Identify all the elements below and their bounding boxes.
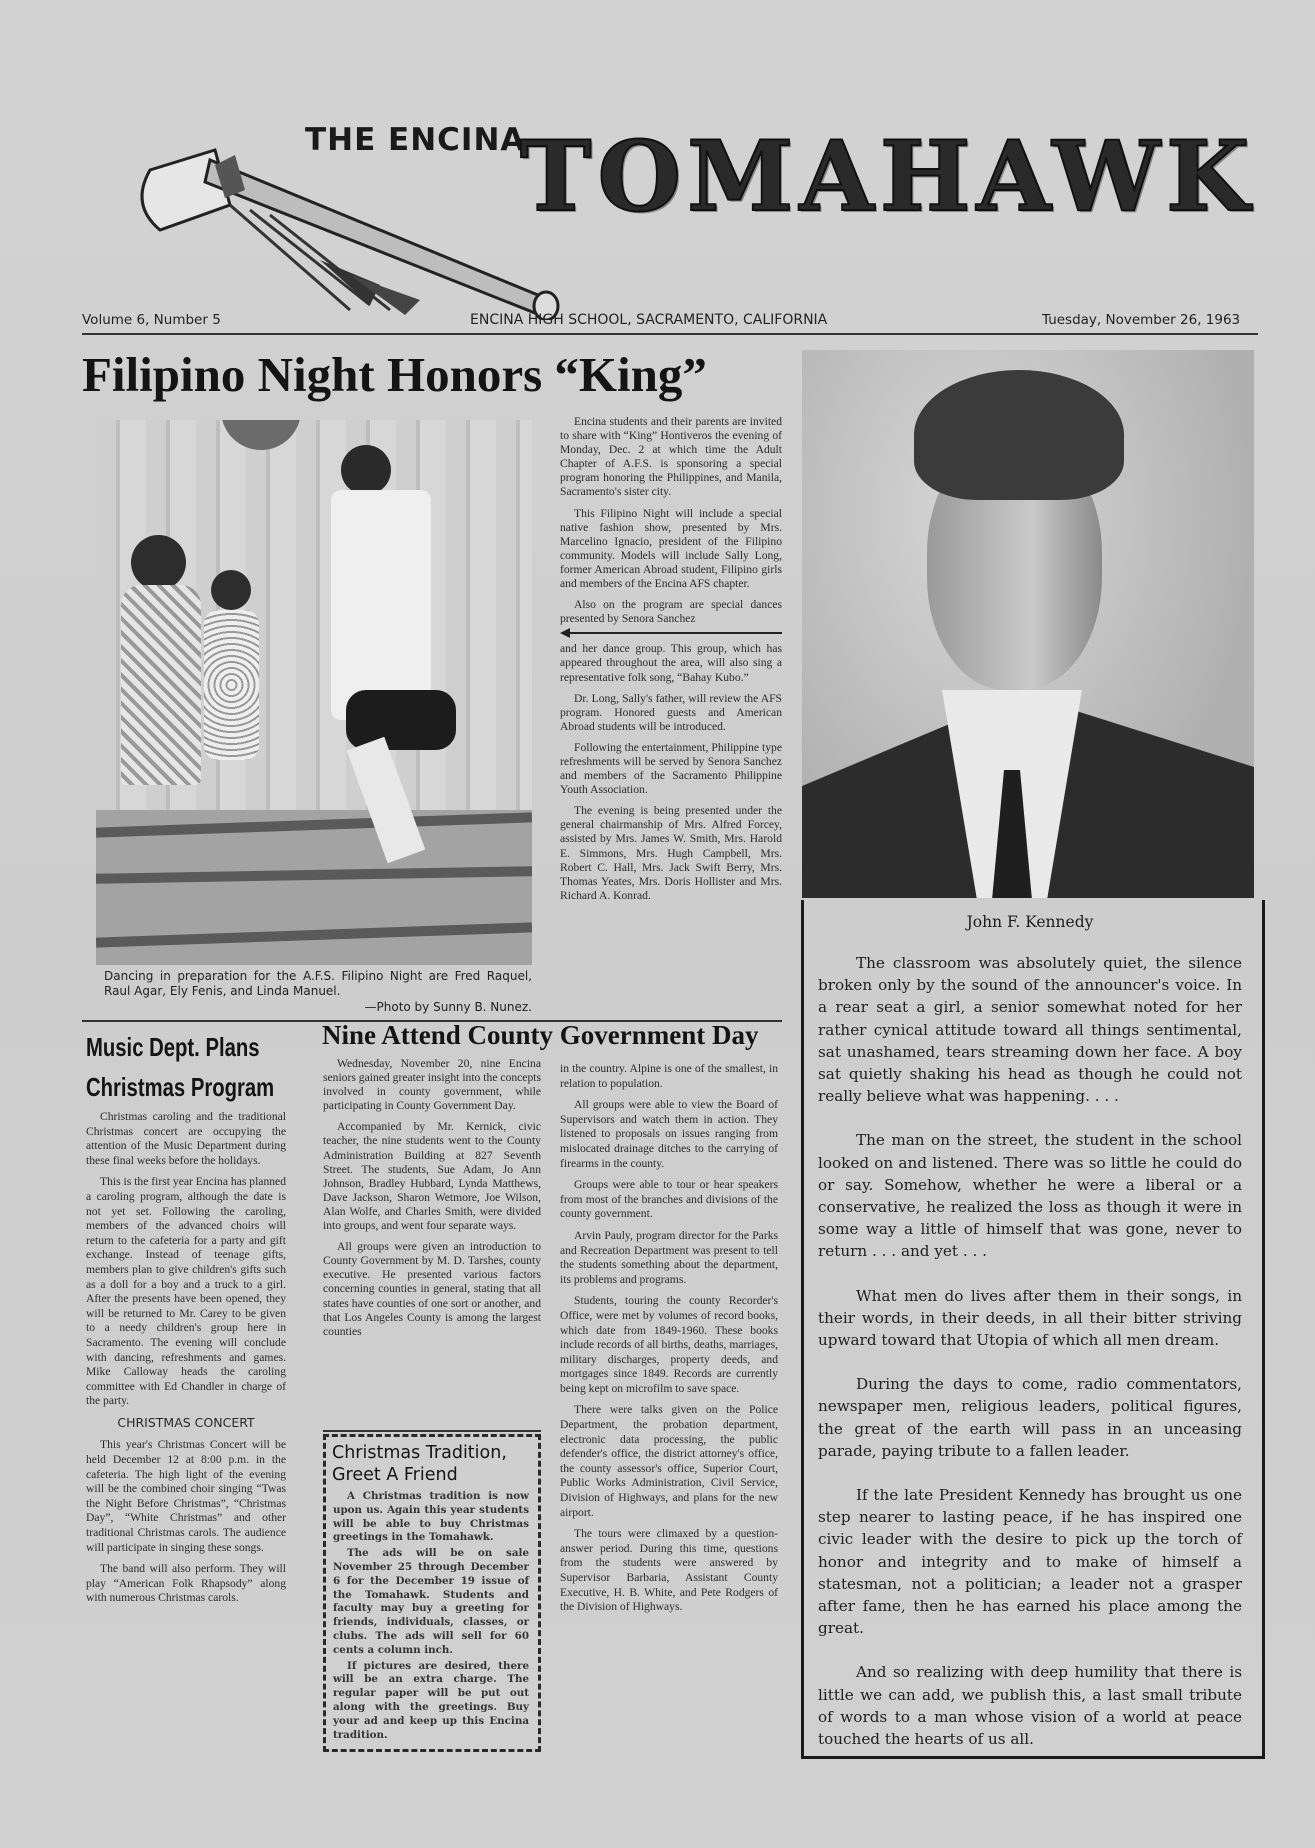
paragraph: This Filipino Night will include a special native fashion show, presented by Mrs. Marcelino Ignacio, president of the Filipino community. Models will include Sally Long, former American Abroad student, Filipino girls and members of the Encina AFS chapter.: [560, 506, 782, 591]
masthead-rule: [82, 333, 1258, 335]
paragraph: Arvin Pauly, program director for the Parks and Recreation Department was present to tell the students something about the department, its problems and programs.: [560, 1228, 778, 1286]
paragraph: There were talks given on the Police Department, the probation department, electronic data processing, the public defender's office, the district attorney's office, the county assessor's office, Superior Court, Public Works Administration, Civil Service, Division of Highways, and plans for the new airport.: [560, 1403, 778, 1519]
greeting-body: [333, 1490, 529, 1744]
filipino-article-body: [560, 415, 782, 910]
dancing-photo: [96, 420, 532, 965]
paragraph: in the country. Alpine is one of the smallest, in relation to population.: [560, 1062, 778, 1090]
paragraph: and her dance group. This group, which has appeared throughout the area, will also sing a representative folk song, “Bahay Kubo.”: [560, 642, 782, 684]
school-name: ENCINA HIGH SCHOOL, SACRAMENTO, CALIFORNIA: [470, 312, 828, 328]
photo-credit: —Photo by Sunny B. Nunez.: [364, 1000, 532, 1014]
paragraph: Following the entertainment, Philippine type refreshments will be served by Senora Sanchez and members of the Sacramento Philippine Youth Association.: [560, 740, 782, 797]
paragraph: Wednesday, November 20, nine Encina seniors gained greater insight into the concepts involved in county government, while participating in County Government Day.: [323, 1057, 541, 1113]
paragraph: The band will also perform. They will play “American Folk Rhapsody” along with numerous Christmas carols.: [86, 1562, 286, 1605]
music-headline-line1: Music Dept. Plans: [86, 1032, 260, 1062]
county-headline: Nine Attend County Government Day: [322, 1020, 759, 1050]
masthead-the-encina: THE ENCINA: [305, 122, 526, 158]
continuation-arrow-icon: [560, 628, 782, 638]
paragraph: Also on the program are special dances presented by Senora Sanchez: [560, 598, 782, 626]
paragraph: What men do lives after them in their songs, in their words, in their deeds, in all their bitter striving upward toward that Utopia of which all men dream.: [818, 1286, 1242, 1350]
box-top-rule: [323, 1430, 541, 1432]
paragraph: Dr. Long, Sally's father, will review the AFS program. Honored guests and American Abroad students will be introduced.: [560, 691, 782, 733]
paragraph: Students, touring the county Recorder's Office, were met by volumes of record books, which date from 1849-1960. These books include records of all births, deaths, marriages, military discharges, property deeds, and mortgages since 1849. Records are currently being kept on microfilm to save space.: [560, 1294, 778, 1395]
kennedy-portrait: [802, 350, 1254, 898]
greeting-headline-line1: Christmas Tradition,: [332, 1443, 507, 1463]
greeting-headline: [332, 1442, 532, 1486]
paragraph: Christmas caroling and the traditional Christmas concert are occupying the attention of the Music Department during these final weeks before the holidays.: [86, 1110, 286, 1167]
music-headline-line2: Christmas Program: [86, 1072, 275, 1102]
county-article-col1: [323, 1057, 541, 1346]
volume-number: Volume 6, Number 5: [82, 312, 221, 328]
paragraph: And so realizing with deep humility that there is little we can add, we publish this, a last small tribute of words to a man whose vision of a world at peace touched the hearts of us all.: [818, 1663, 1242, 1749]
paragraph: The man on the street, the student in the school looked on and listened. There was so little he could do or say. Somehow, whether he were a liberal or a conservative, he realized the loss as though it were in some way a little of himself that was gone, never to return . . . and yet . . .: [818, 1131, 1242, 1261]
music-article-body: [86, 1110, 286, 1613]
filipino-headline: Filipino Night Honors “King”: [82, 347, 707, 402]
paragraph: During the days to come, radio commentators, newspaper men, religious leaders, political figures, the great of the earth will pass in an unceasing parade, paying tribute to a fallen leader.: [818, 1375, 1242, 1460]
paragraph: This is the first year Encina has planned a caroling program, although the date is not yet set. Following the caroling, members of the advanced choirs will return to the cafeteria for a party and gift exchange. Instead of teenage gifts, members plan to give children's gifts such as a doll for a boy and a truck to a girl. After the presents have been opened, they will be returned to Mr. Carey to be given to a needy children's group here in Sacramento. The evening will conclude with dancing, refreshments and games. Mike Calloway heads the caroling committee with Ed Chandler in charge of the party.: [86, 1175, 286, 1408]
paragraph: A Christmas tradition is now upon us. Again this year students will be able to buy Christmas greetings in the Tomahawk.: [333, 1490, 529, 1544]
paragraph: This year's Christmas Concert will be held December 12 at 8:00 p.m. in the cafeteria. The high light of the evening will be the combined choir singing “Twas the Night Before Christmas”, “Christmas Day”, “White Christmas” and other traditional Christmas carols. The audience will participate in singing these songs.: [86, 1438, 286, 1554]
county-article-col2: [560, 1062, 778, 1622]
paragraph: Encina students and their parents are invited to share with “King” Hontiveros the evening of Monday, Dec. 2 at which time the Adult Chapter of A.F.S. is sponsoring a special program honoring the Philippines, and Manila, Sacramento's sister city.: [560, 415, 782, 499]
paragraph: The ads will be on sale November 25 through December 6 for the December 19 issue of the Tomahawk. Students and faculty may buy a greeting for friends, individuals, classes, or clubs. The ads will sell for 60 cents a column inch.: [333, 1547, 529, 1656]
paragraph: All groups were given an introduction to County Government by M. D. Tarshes, county executive. He presented various factors concerning counties in general, stating that all states have counties of one sort or another, and that Los Angeles County is among the largest counties: [323, 1240, 541, 1338]
paragraph: All groups were able to view the Board of Supervisors and watch them in action. They listened to proposals on issues ranging from mislocated drainage ditches to the carrying of firearms in the county.: [560, 1098, 778, 1170]
paragraph: Groups were able to tour or hear speakers from most of the branches and divisions of the county government.: [560, 1178, 778, 1221]
photo-caption: Dancing in preparation for the A.F.S. Filipino Night are Fred Raquel, Raul Agar, Ely Fenis, and Linda Manuel.: [104, 969, 532, 998]
paragraph: If pictures are desired, there will be an extra charge. The regular paper will be put out along with the greetings. Buy your ad and keep up this Encina tradition.: [333, 1659, 529, 1741]
paragraph: Accompanied by Mr. Kernick, civic teacher, the nine students went to the County Administration Building at 827 Seventh Street. The students, Sue Adam, Jo Ann Johnson, Bradley Hubbard, Lynda Matthews, Dave Jackson, Sharon Wetmore, Joe Wilson, Alan Wolfe, and Charles Smith, were divided into groups, and went four separate ways.: [323, 1120, 541, 1233]
masthead-title: TOMAHAWK: [520, 120, 1256, 233]
paragraph: If the late President Kennedy has brought us one step nearer to lasting peace, if he has inspired one civic leader with the desire to pick up the torch of honor and integrity and to make of himself a statesman, not a politician; a leader not a grasper after fame, then he has earned his place among the great.: [818, 1486, 1242, 1638]
concert-subhead: CHRISTMAS CONCERT: [117, 1414, 255, 1430]
paragraph: The evening is being presented under the general chairmanship of Mrs. Alfred Forcey, assisted by Mrs. James W. Smith, Mrs. Harold E. Simmons, Mrs. Hugh Campbell, Mrs. Robert C. Hall, Mrs. Jack Swift Berry, Mrs. Thomas Yeates, Mrs. Doris Hollister and Mrs. Richard A. Konrad.: [560, 804, 782, 902]
issue-date: Tuesday, November 26, 1963: [1042, 312, 1241, 328]
paragraph: The tours were climaxed by a question-answer period. During this time, questions from the students were answered by Supervisor Barbaria, Assistant County Executive, H. B. White, and Pete Rodgers of the Division of Highways.: [560, 1527, 778, 1614]
kennedy-tribute-text: [818, 952, 1242, 1772]
music-headline: [86, 1027, 320, 1107]
kennedy-caption: John F. Kennedy: [966, 913, 1094, 931]
greeting-headline-line2: Greet A Friend: [332, 1465, 458, 1485]
paragraph: The classroom was absolutely quiet, the silence broken only by the sound of the announcer's voice. In a rear seat a girl, a senior somewhat noted for her rather cynical attitude toward all things sentimental, sat unashamed, tears streaming down her face. A boy sat quietly shaking his head as though he could not really believe what was happening. . . .: [818, 954, 1242, 1106]
